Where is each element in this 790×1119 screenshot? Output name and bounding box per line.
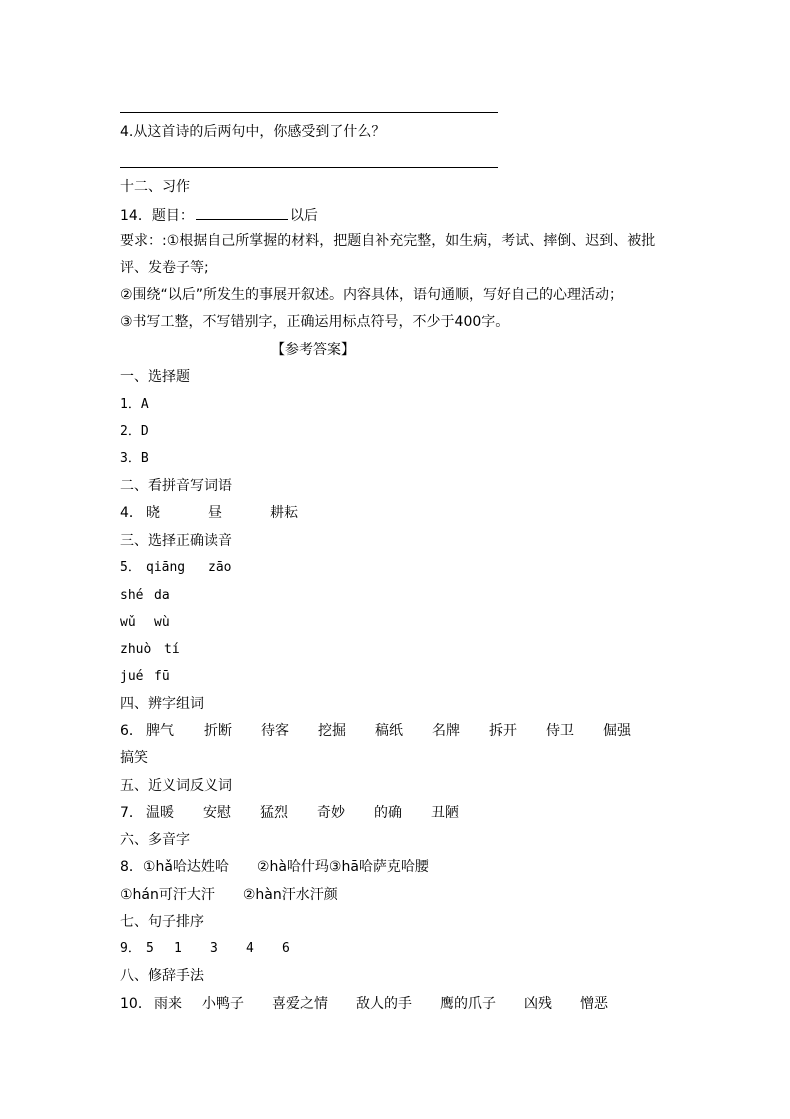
- question-4: 4.从这首诗的后两句中，你感受到了什么？: [120, 124, 386, 140]
- answer-2: 2．D: [120, 424, 149, 439]
- section-12-title: 十二、习作: [120, 179, 190, 195]
- order-number: 4: [246, 941, 254, 956]
- answer-5-row: [120, 668, 170, 686]
- answer-5-row: [120, 641, 180, 659]
- word: 丑陋: [431, 805, 459, 821]
- requirement-line-1: 要求：:①根据自己所掌握的材料，把题自补充完整，如生病，考试、摔倒、迟到、被批: [120, 233, 656, 249]
- pinyin: zāo: [208, 560, 232, 575]
- pinyin: tí: [164, 642, 180, 657]
- question-14-prefix: 14．题目：: [120, 208, 194, 224]
- answer-5-row: [120, 587, 170, 605]
- answer-5-row: [120, 614, 170, 632]
- section-7-title: 七、句子排序: [120, 914, 204, 930]
- requirement-line-4: ③书写工整，不写错别字，正确运用标点符号，不少于400字。: [120, 314, 510, 330]
- word: 猛烈: [260, 805, 288, 821]
- word: 的确: [374, 805, 402, 821]
- word: 奇妙: [317, 805, 345, 821]
- requirement-line-3: ②围绕“以后”所发生的事展开叙述。内容具体，语句通顺，写好自己的心理活动；: [120, 287, 624, 303]
- section-5-title: 五、近义词反义词: [120, 778, 232, 794]
- word: 雨来: [154, 996, 182, 1012]
- answer-4-item: 昼: [208, 505, 222, 521]
- section-6-title: 六、多音字: [120, 832, 190, 848]
- word: 鹰的爪子: [440, 996, 496, 1012]
- answer-4-item: 耕耘: [270, 505, 298, 521]
- section-8-title: 八、修辞手法: [120, 968, 204, 984]
- answer-4-item: 晓: [146, 505, 160, 521]
- section-3-title: 三、选择正确读音: [120, 533, 232, 549]
- answer-10: [120, 995, 608, 1013]
- word: 安慰: [203, 805, 231, 821]
- pinyin: jué: [120, 669, 144, 684]
- word: 稿纸: [375, 723, 403, 739]
- answer-key-title: 【参考答案】: [271, 342, 355, 358]
- pinyin: da: [154, 588, 170, 603]
- order-number: 3: [210, 941, 218, 956]
- answer-8-line-2: ①hán可汗大汗 ②hàn汗水汗颜: [120, 887, 338, 903]
- pinyin: zhuò: [120, 642, 152, 657]
- question-14-suffix: 以后: [289, 208, 318, 224]
- pinyin: fū: [154, 669, 170, 684]
- answer-9-number: 9．: [120, 941, 141, 956]
- pinyin: shé: [120, 588, 144, 603]
- word: 侍卫: [546, 723, 574, 739]
- answer-9: [120, 940, 290, 958]
- answer-blank-line-3: [120, 112, 498, 113]
- order-number: 5: [146, 941, 154, 956]
- answer-7: [120, 804, 459, 822]
- answer-3: 3．B: [120, 451, 149, 466]
- title-blank[interactable]: [196, 205, 288, 220]
- word: 待客: [261, 723, 289, 739]
- word: 脾气: [146, 723, 174, 739]
- section-1-title: 一、选择题: [120, 369, 190, 385]
- section-4-title: 四、辨字组词: [120, 696, 204, 712]
- order-number: 6: [282, 941, 290, 956]
- answer-10-number: 10．: [120, 996, 152, 1012]
- answer-7-number: 7．: [120, 805, 143, 821]
- answer-4-number: 4．: [120, 505, 143, 521]
- section-2-title: 二、看拼音写词语: [120, 478, 232, 494]
- word: 倔强: [603, 723, 631, 739]
- pinyin: qiāng: [146, 560, 186, 575]
- word: 喜爱之情: [272, 996, 328, 1012]
- word: 敌人的手: [356, 996, 412, 1012]
- word: 拆开: [489, 723, 517, 739]
- word: 温暖: [146, 805, 174, 821]
- pinyin: wǔ: [120, 615, 136, 630]
- word: 小鸭子: [202, 996, 244, 1012]
- answer-5-number: 5．: [120, 560, 141, 575]
- answer-8-line-1: 8．①hǎ哈达姓哈 ②hà哈什玛③hā哈萨克哈腰: [120, 859, 429, 875]
- pinyin: wù: [154, 615, 170, 630]
- word: 凶残: [524, 996, 552, 1012]
- answer-6-wrap: 搞笑: [120, 750, 148, 766]
- word: 折断: [204, 723, 232, 739]
- answer-blank-line-4: [120, 167, 498, 168]
- question-14: [120, 205, 318, 223]
- answer-1: 1．A: [120, 397, 149, 412]
- word: 挖掘: [318, 723, 346, 739]
- order-number: 1: [174, 941, 182, 956]
- requirement-line-2: 评、发卷子等;: [120, 260, 209, 276]
- answer-6-number: 6．: [120, 723, 143, 739]
- answer-5-row: [120, 559, 231, 577]
- word: 名牌: [432, 723, 460, 739]
- word: 憎恶: [580, 996, 608, 1012]
- answer-4: [120, 504, 298, 522]
- answer-6: [120, 722, 631, 740]
